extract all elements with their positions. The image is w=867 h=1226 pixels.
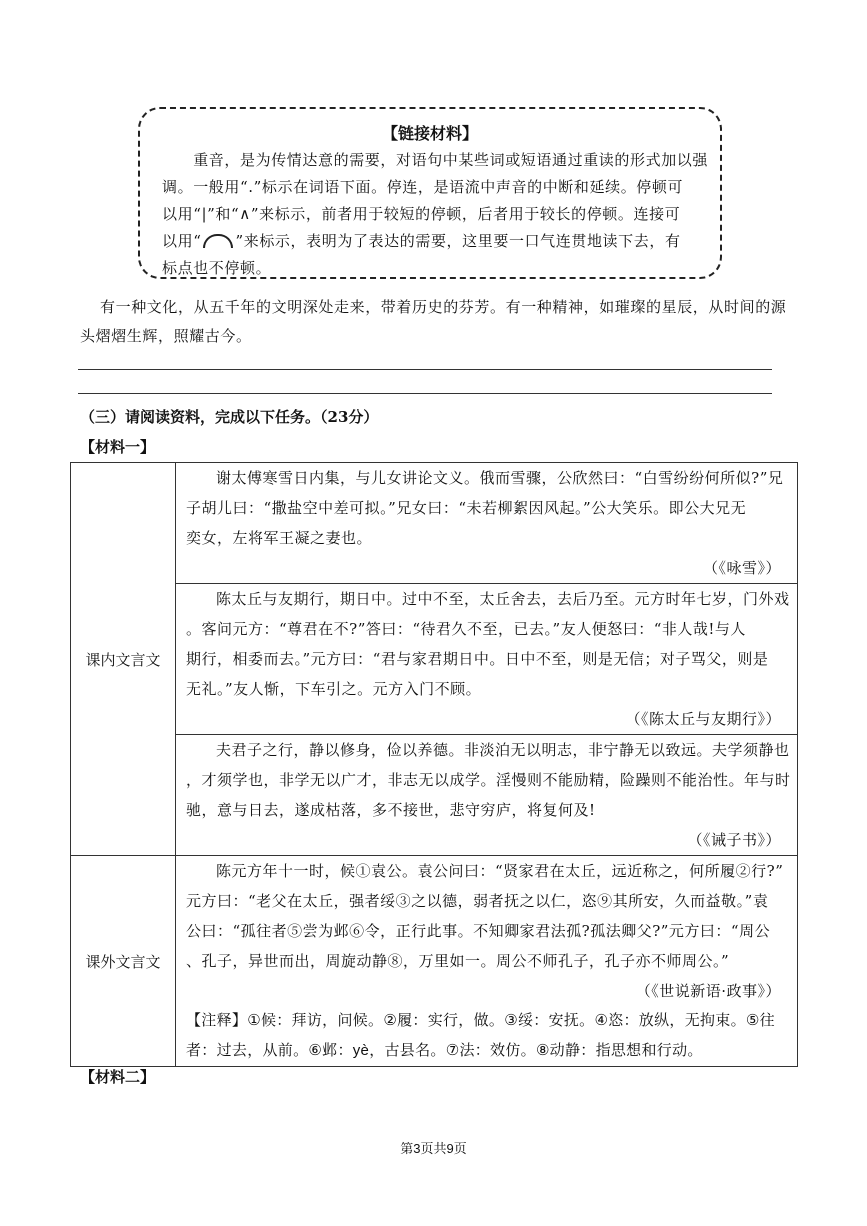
passage-source: （《诫子书》） [687,831,781,849]
linked-material-line: 重音，是为传情达意的需要，对语句中某些词或短语通过重读的形式加以强 [162,151,709,169]
passage-line: 夫君子之行，静以修身，俭以养德。非淡泊无以明志，非宁静无以致远。夫学须静也 [216,741,790,759]
linked-material-title: 【链接材料】 [381,124,478,143]
passage-chentaiqiu [176,584,798,735]
material-two-heading: 【材料二】 [80,1068,156,1086]
reading-passage-line: 头熠熠生辉，照耀古今。 [80,327,252,345]
passage-line: 元方曰：“老父在太丘，强者绥③之以德，弱者抚之以仁，恣⑨其所安，久而益敬。”袁 [186,892,769,910]
passage-source: （《陈太丘与友期行》） [625,710,781,728]
passage-shishuo [176,856,798,1067]
passage-jiezishu [176,735,798,856]
passage-line: 陈太丘与友期行，期日中。过中不至，太丘舍去，去后乃至。元方时年七岁，门外戏 [216,590,790,608]
linked-material-box [138,107,722,279]
passage-line: 无礼。”友人惭，下车引之。元方入门不顾。 [186,680,482,698]
passage-line: 期行，相委而去。”元方曰：“君与家君期日中。日中不至，则是无信；对子骂父，则是 [186,650,769,668]
material-table [70,462,798,1067]
passage-line: ，才须学也，非学无以广才，非志无以成学。淫慢则不能励精，险躁则不能治性。年与时 [186,771,791,789]
linked-material-line [162,230,681,251]
passage-line: 奕女，左将军王凝之妻也。 [186,529,373,547]
passage-line: 、孔子，异世而出，周旋动静⑧，万里如一。周公不师孔子，孔子亦不师周公。” [186,952,730,970]
linked-material-text: ”来标示，表明为了表达的需要，这里要一口气连贯地读下去，有 [235,232,681,250]
category-outer-classical: 课外文言文 [71,856,176,1067]
material-one-heading: 【材料一】 [80,438,156,456]
passage-line: 子胡儿曰：“撒盐空中差可拟。”兄女曰：“未若柳絮因风起。”公大笑乐。即公大兄无 [186,499,747,517]
category-inner-classical: 课内文言文 [71,463,176,856]
passage-source: （《世说新语·政事》） [635,982,781,1000]
passage-line: 陈元方年十一时，候①袁公。袁公问曰：“贤家君在太丘，远近称之，何所履②行?” [216,862,784,880]
passage-line: 驰，意与日去，遂成枯落，多不接世，悲守穷庐，将复何及! [186,801,596,819]
linked-material-line: 标点也不停顿。 [162,259,272,277]
annotation-line: 者：过去，从前。⑥邺：yè，古县名。⑦法：效仿。⑧动静：指思想和行动。 [186,1042,703,1059]
passage-line: 谢太傅寒雪日内集，与儿女讲论文义。俄而雪骤，公欣然曰：“白雪纷纷何所似?”兄 [216,469,784,487]
liaison-arc-icon [203,234,233,248]
passage-line: 公曰：“孤往者⑤尝为邺⑥令，正行此事。不知卿家君法孤?孤法卿父?”元方曰：“周公 [186,922,771,940]
page-footer: 第3页共9页 [400,1141,467,1156]
passage-line: 。客问元方：“尊君在不?”答曰：“待君久不至，已去。”友人便怒曰：“非人哉!与人 [186,620,746,638]
passage-yongxue [176,463,798,584]
passage-source: （《咏雪》） [702,559,781,577]
linked-material-text: 以用“ [162,232,202,250]
answer-line[interactable] [78,369,772,370]
section-title: （三）请阅读资料，完成以下任务。（23分） [80,408,379,426]
answer-line[interactable] [78,393,772,394]
linked-material-line: 调。一般用“.”标示在词语下面。停连，是语流中声音的中断和延续。停顿可 [162,178,684,196]
linked-material-line: 以用“|”和“∧”来标示，前者用于较短的停顿，后者用于较长的停顿。连接可 [162,205,681,223]
annotation-line: 【注释】①候：拜访，问候。②履：实行，做。③绥：安抚。④恣：放纵，无拘束。⑤往 [186,1012,775,1029]
reading-passage-line: 有一种文化，从五千年的文明深处走来，带着历史的芬芳。有一种精神，如璀璨的星辰，从时间的源 [100,298,787,316]
